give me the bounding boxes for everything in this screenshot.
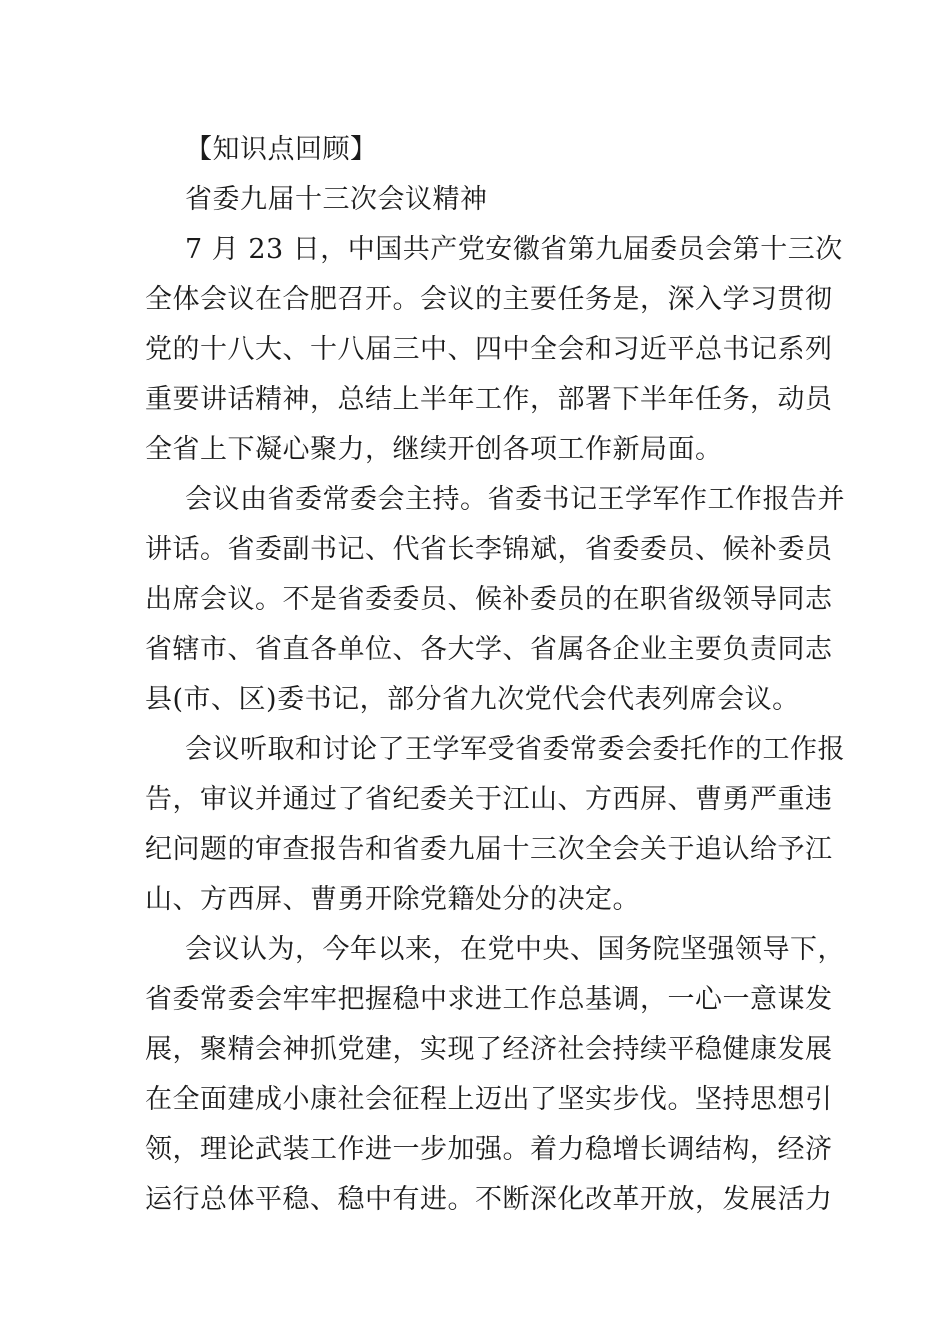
document-subtitle: 省委九届十三次会议精神: [185, 184, 488, 215]
paragraph-line: 告，审议并通过了省纪委关于江山、方西屏、曹勇严重违: [145, 784, 833, 815]
paragraph-line: 纪问题的审查报告和省委九届十三次全会关于追认给予江: [145, 834, 833, 865]
paragraph-line: 全省上下凝心聚力，继续开创各项工作新局面。: [145, 434, 723, 465]
paragraph-line: 会议由省委常委会主持。省委书记王学军作工作报告并: [185, 484, 845, 515]
paragraph-line: 县(市、区)委书记，部分省九次党代会代表列席会议。: [145, 684, 800, 715]
paragraph-line: 展，聚精会神抓党建，实现了经济社会持续平稳健康发展: [145, 1034, 833, 1065]
paragraph-line: 省辖市、省直各单位、各大学、省属各企业主要负责同志: [145, 634, 833, 665]
paragraph-line: 出席会议。不是省委委员、候补委员的在职省级领导同志: [145, 584, 833, 615]
paragraph-line: 党的十八大、十八届三中、四中全会和习近平总书记系列: [145, 334, 833, 365]
paragraph-line: 在全面建成小康社会征程上迈出了坚实步伐。坚持思想引: [145, 1084, 833, 1115]
paragraph-line: 全体会议在合肥召开。会议的主要任务是，深入学习贯彻: [145, 284, 833, 315]
paragraph-line: 省委常委会牢牢把握稳中求进工作总基调，一心一意谋发: [145, 984, 833, 1015]
paragraph-line: 山、方西屏、曹勇开除党籍处分的决定。: [145, 884, 640, 915]
paragraph-line: 会议听取和讨论了王学军受省委常委会委托作的工作报: [185, 734, 845, 765]
paragraph-line: 领，理论武装工作进一步加强。着力稳增长调结构，经济: [145, 1134, 833, 1165]
paragraph-line: 运行总体平稳、稳中有进。不断深化改革开放，发展活力: [145, 1184, 833, 1215]
paragraph-line: 重要讲话精神，总结上半年工作，部署下半年任务，动员: [145, 384, 833, 415]
paragraph-line: 讲话。省委副书记、代省长李锦斌，省委委员、候补委员: [145, 534, 833, 565]
paragraph-line: 会议认为，今年以来，在党中央、国务院坚强领导下，: [185, 934, 845, 965]
section-heading: 【知识点回顾】: [185, 134, 378, 165]
paragraph-line: 7 月 23 日，中国共产党安徽省第九届委员会第十三次: [185, 234, 843, 265]
